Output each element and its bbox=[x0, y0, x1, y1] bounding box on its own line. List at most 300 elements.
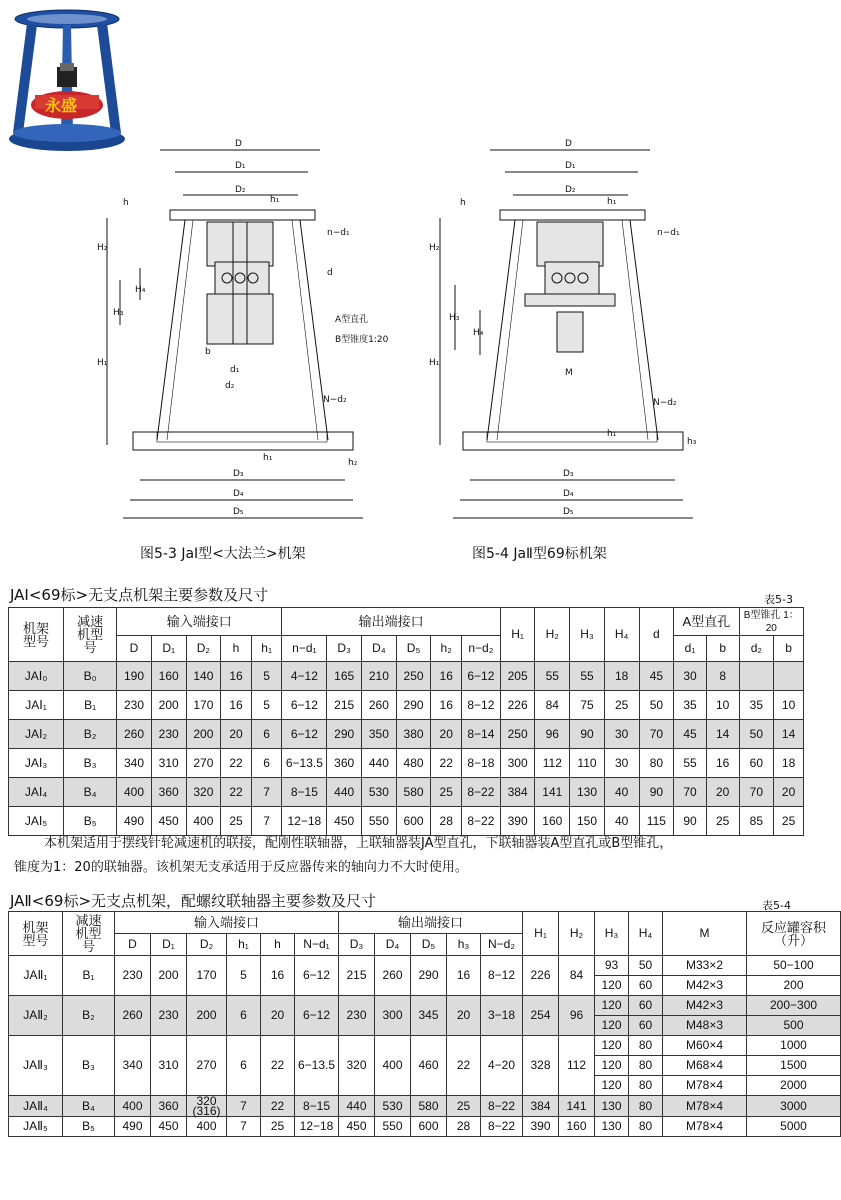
table-cell: 6 bbox=[251, 749, 282, 778]
table-cell: 25 bbox=[447, 1096, 481, 1117]
table-cell: 18 bbox=[774, 749, 804, 778]
table-cell: 40 bbox=[604, 807, 639, 836]
table-cell: 93 bbox=[595, 956, 629, 976]
table-cell: 170 bbox=[187, 956, 227, 996]
table-cell: 20 bbox=[431, 720, 462, 749]
table-cell: 7 bbox=[227, 1117, 261, 1137]
table-cell: 165 bbox=[327, 662, 362, 691]
table-cell: 20 bbox=[706, 778, 739, 807]
watermark: 永盛 bbox=[45, 96, 78, 115]
table-cell: 230 bbox=[115, 956, 151, 996]
svg-text:D₂: D₂ bbox=[235, 185, 246, 195]
table-cell: 90 bbox=[674, 807, 707, 836]
table-cell: 90 bbox=[639, 778, 674, 807]
sub-header-cell: n−d₁ bbox=[282, 636, 327, 662]
table-cell: 450 bbox=[327, 807, 362, 836]
sub-header-cell: D₁ bbox=[151, 636, 186, 662]
table-cell: 112 bbox=[535, 749, 570, 778]
table-cell: B₄ bbox=[64, 778, 117, 807]
table-cell: 80 bbox=[629, 1076, 663, 1096]
table-row bbox=[9, 996, 841, 1016]
sub-header-cell: h bbox=[261, 934, 295, 956]
table-cell: 7 bbox=[251, 807, 282, 836]
svg-text:H₂: H₂ bbox=[97, 243, 108, 253]
table-cell: 7 bbox=[227, 1096, 261, 1117]
table-cell: 20 bbox=[447, 996, 481, 1036]
table-cell: 28 bbox=[431, 807, 462, 836]
svg-text:h₃: h₃ bbox=[687, 437, 697, 447]
table-cell: 25 bbox=[261, 1117, 295, 1137]
figure-caption-5-4: 图5-4 JaⅡ型69标机架 bbox=[472, 546, 607, 562]
table-row bbox=[9, 778, 804, 807]
table-cell: 200 bbox=[151, 691, 186, 720]
table-cell: 115 bbox=[639, 807, 674, 836]
sub-header-cell: D₂ bbox=[187, 934, 227, 956]
sub-header-cell: D₂ bbox=[186, 636, 221, 662]
table-cell: 8 bbox=[706, 662, 739, 691]
table-cell: 130 bbox=[595, 1096, 629, 1117]
table-cell: 160 bbox=[535, 807, 570, 836]
table-cell: 55 bbox=[570, 662, 605, 691]
table-cell: 50 bbox=[739, 720, 774, 749]
svg-text:h₁: h₁ bbox=[270, 195, 280, 205]
table-cell: 260 bbox=[117, 720, 152, 749]
table-cell: 290 bbox=[411, 956, 447, 996]
table-cell: 450 bbox=[151, 1117, 187, 1137]
frame-drawing-ja1 bbox=[95, 110, 389, 530]
sub-header-cell: h bbox=[221, 636, 252, 662]
svg-text:b: b bbox=[205, 347, 211, 357]
svg-text:M: M bbox=[565, 368, 573, 378]
sub-header-cell: h₂ bbox=[431, 636, 462, 662]
table-cell: 3000 bbox=[747, 1096, 841, 1117]
table-cell: 96 bbox=[535, 720, 570, 749]
table-cell: 10 bbox=[706, 691, 739, 720]
svg-text:D₅: D₅ bbox=[233, 507, 244, 517]
table-cell: 35 bbox=[674, 691, 707, 720]
svg-text:D₅: D₅ bbox=[563, 507, 574, 517]
table-cell: 8−14 bbox=[462, 720, 501, 749]
table-cell: 460 bbox=[411, 1036, 447, 1096]
table-cell: 22 bbox=[261, 1096, 295, 1117]
sub-header-cell: D₅ bbox=[411, 934, 447, 956]
parameter-table-5-3: 机架型号 减速机型号 输入端接口 输出端接口 H₁ H₂ H₃ H₄ d A型直孔 B型锥孔 1：20 D D₁ D₂ h h₁ n−d₁ D₃ D₄ D₅ h₂ n−d₂ d₁ b d₂ b JAⅠ₀ B₀ 190 160 140 16 5 4−12 165 210 250 16 6−12 205 55 55 18 45 30 8 JAⅠ₁ B₁ 230 200 170 16 5 6−12 215 260 290 16 8−12 226 84 75 25 50 35 10 35 10 JAⅠ₂ B₂ 260 230 200 20 6 6−12 290 350 380 20 8−14 250 96 90 30 70 45 14 50 14 JAⅠ₃ B₃ 340 310 270 22 6 6−13.5 360 440 480 22 8−18 300 112 110 30 80 55 16 60 18 JAⅠ₄ B₄ 400 360 320 22 7 8−15 440 530 580 25 8−22 384 141 130 40 90 70 20 70 20 JAⅠ₅ B₅ 490 450 400 25 7 12−18 450 550 600 28 8−22 390 160 150 40 115 90 25 85 25 bbox=[8, 607, 804, 836]
table-cell: 70 bbox=[639, 720, 674, 749]
table-cell: 6−12 bbox=[295, 956, 339, 996]
table-cell: 16 bbox=[221, 691, 252, 720]
table-cell: 300 bbox=[375, 996, 411, 1036]
table-cell: 35 bbox=[739, 691, 774, 720]
table-cell: 200 bbox=[151, 956, 187, 996]
table-row bbox=[9, 1096, 841, 1117]
table-cell: 40 bbox=[604, 778, 639, 807]
svg-text:D₂: D₂ bbox=[565, 185, 576, 195]
sub-header-cell: D₁ bbox=[151, 934, 187, 956]
table-cell: 384 bbox=[500, 778, 535, 807]
sub-header-cell: h₃ bbox=[447, 934, 481, 956]
table-cell: 1500 bbox=[747, 1056, 841, 1076]
table-cell: M60×4 bbox=[663, 1036, 747, 1056]
svg-text:D₄: D₄ bbox=[563, 489, 574, 499]
table-cell: 96 bbox=[559, 996, 595, 1036]
sub-header-cell: n−d₂ bbox=[462, 636, 501, 662]
table-cell: 600 bbox=[411, 1117, 447, 1137]
table-cell: 20 bbox=[221, 720, 252, 749]
note-line2: 锥度为1：20的联轴器。该机架无支承适用于反应器传来的轴向力不大时使用。 bbox=[14, 860, 468, 875]
svg-text:D₃: D₃ bbox=[563, 469, 574, 479]
table-cell: 45 bbox=[674, 720, 707, 749]
table-cell: 120 bbox=[595, 1036, 629, 1056]
table-cell: 140 bbox=[186, 662, 221, 691]
table-cell: 500 bbox=[747, 1016, 841, 1036]
table-cell: 400 bbox=[186, 807, 221, 836]
table-row bbox=[9, 720, 804, 749]
table-cell: 200 bbox=[747, 976, 841, 996]
table-cell: B₀ bbox=[64, 662, 117, 691]
table-cell: 360 bbox=[151, 1096, 187, 1117]
table-cell: JAⅡ₁ bbox=[9, 956, 63, 996]
table-cell: M33×2 bbox=[663, 956, 747, 976]
table-cell: 2000 bbox=[747, 1076, 841, 1096]
table-cell: 28 bbox=[447, 1117, 481, 1137]
table-cell: 390 bbox=[500, 807, 535, 836]
table-cell: JAⅡ₄ bbox=[9, 1096, 63, 1117]
svg-text:D₃: D₃ bbox=[233, 469, 244, 479]
table-cell: 130 bbox=[595, 1117, 629, 1137]
table-cell: 310 bbox=[151, 1036, 187, 1096]
svg-text:h: h bbox=[123, 198, 129, 208]
table-cell: B₂ bbox=[64, 720, 117, 749]
frame-drawing-ja2 bbox=[425, 110, 715, 530]
table-cell: 210 bbox=[362, 662, 397, 691]
table-cell: 530 bbox=[375, 1096, 411, 1117]
table-cell: 141 bbox=[559, 1096, 595, 1117]
table-cell: M42×3 bbox=[663, 976, 747, 996]
table-cell: 110 bbox=[570, 749, 605, 778]
table-cell: 260 bbox=[115, 996, 151, 1036]
table-cell: 130 bbox=[570, 778, 605, 807]
table-cell: B₅ bbox=[64, 807, 117, 836]
table-cell: 384 bbox=[523, 1096, 559, 1117]
table-cell: 14 bbox=[706, 720, 739, 749]
svg-text:D₁: D₁ bbox=[565, 161, 576, 171]
sub-header-cell: D₄ bbox=[362, 636, 397, 662]
table-cell: M78×4 bbox=[663, 1096, 747, 1117]
table-cell: JAⅠ₃ bbox=[9, 749, 64, 778]
table-cell: 6 bbox=[227, 1036, 261, 1096]
table-cell: JAⅠ₂ bbox=[9, 720, 64, 749]
table-cell: 400 bbox=[115, 1096, 151, 1117]
table-cell: 200 bbox=[187, 996, 227, 1036]
table-cell: 120 bbox=[595, 1076, 629, 1096]
svg-text:D₄: D₄ bbox=[233, 489, 244, 499]
table1-number: 表5-3 bbox=[764, 593, 793, 606]
col-input: 输入端接口 bbox=[117, 608, 282, 636]
table-cell bbox=[774, 662, 804, 691]
table-cell: 440 bbox=[339, 1096, 375, 1117]
svg-text:H₃: H₃ bbox=[113, 308, 124, 318]
table-cell: 80 bbox=[629, 1056, 663, 1076]
table-cell bbox=[187, 1096, 227, 1117]
table-cell: 22 bbox=[261, 1036, 295, 1096]
table-cell: 22 bbox=[221, 749, 252, 778]
sub-header-cell: D bbox=[115, 934, 151, 956]
svg-text:H₄: H₄ bbox=[473, 328, 484, 338]
svg-text:h₁: h₁ bbox=[607, 429, 617, 439]
svg-text:H₃: H₃ bbox=[449, 313, 460, 323]
sub-header-cell: N−d₂ bbox=[481, 934, 523, 956]
sub-header-cell: h₁ bbox=[251, 636, 282, 662]
table-cell: B₂ bbox=[63, 996, 115, 1036]
table-cell: JAⅠ₄ bbox=[9, 778, 64, 807]
table-cell: 6−13.5 bbox=[282, 749, 327, 778]
table-cell: 170 bbox=[186, 691, 221, 720]
table-cell: 400 bbox=[117, 778, 152, 807]
table-cell: 226 bbox=[500, 691, 535, 720]
table-cell: 30 bbox=[604, 749, 639, 778]
svg-text:H₁: H₁ bbox=[97, 358, 108, 368]
table-cell: 480 bbox=[396, 749, 431, 778]
table-cell: 4−20 bbox=[481, 1036, 523, 1096]
table-cell: 380 bbox=[396, 720, 431, 749]
table-cell: 50−100 bbox=[747, 956, 841, 976]
table-cell: 5 bbox=[251, 662, 282, 691]
table-cell: 90 bbox=[570, 720, 605, 749]
table-cell: 160 bbox=[151, 662, 186, 691]
svg-text:D₁: D₁ bbox=[235, 161, 246, 171]
svg-text:d₂: d₂ bbox=[225, 381, 235, 391]
svg-text:h: h bbox=[460, 198, 466, 208]
table-cell: 8−22 bbox=[481, 1117, 523, 1137]
table-cell: 205 bbox=[500, 662, 535, 691]
table-cell: 340 bbox=[115, 1036, 151, 1096]
table-cell: 84 bbox=[535, 691, 570, 720]
table-cell: 60 bbox=[629, 1016, 663, 1036]
table-cell: B₃ bbox=[63, 1036, 115, 1096]
svg-text:B型锥度1:20: B型锥度1:20 bbox=[335, 335, 389, 345]
table-cell: 270 bbox=[187, 1036, 227, 1096]
table-cell: 310 bbox=[151, 749, 186, 778]
table-cell: B₁ bbox=[64, 691, 117, 720]
table-cell: 8−12 bbox=[481, 956, 523, 996]
table-cell: JAⅠ₀ bbox=[9, 662, 64, 691]
table-cell: 340 bbox=[117, 749, 152, 778]
table-cell: 55 bbox=[535, 662, 570, 691]
table-cell: 70 bbox=[674, 778, 707, 807]
table-cell: 450 bbox=[151, 807, 186, 836]
table-cell: 16 bbox=[447, 956, 481, 996]
table-cell: 270 bbox=[186, 749, 221, 778]
note-line1: 本机架适用于摆线针轮减速机的联接，配刚性联轴器，上联轴器装JA型直孔，下联轴器装A型直孔或B型锥孔， bbox=[44, 836, 673, 851]
table-cell: 490 bbox=[117, 807, 152, 836]
table-cell: 5 bbox=[251, 691, 282, 720]
sub-header-cell: D₃ bbox=[339, 934, 375, 956]
table-cell: 20 bbox=[261, 996, 295, 1036]
table-cell: 6 bbox=[251, 720, 282, 749]
table-cell: 260 bbox=[375, 956, 411, 996]
sub-header-cell: h₁ bbox=[227, 934, 261, 956]
sub-header-cell: d₁ bbox=[674, 636, 707, 662]
table-cell: 8−18 bbox=[462, 749, 501, 778]
table-cell: 120 bbox=[595, 996, 629, 1016]
table-cell: 80 bbox=[629, 1036, 663, 1056]
table-cell: M68×4 bbox=[663, 1056, 747, 1076]
table-cell: 16 bbox=[706, 749, 739, 778]
table-row bbox=[9, 691, 804, 720]
svg-text:d: d bbox=[327, 268, 333, 278]
svg-text:N−d₂: N−d₂ bbox=[323, 395, 347, 405]
table-cell: 45 bbox=[639, 662, 674, 691]
table-cell: 530 bbox=[362, 778, 397, 807]
table-cell: 8−15 bbox=[282, 778, 327, 807]
table2-title: JAⅡ<69标>无支点机架，配螺纹联轴器主要参数及尺寸 bbox=[10, 892, 377, 910]
table-cell: 230 bbox=[151, 720, 186, 749]
table-row bbox=[9, 662, 804, 691]
table-cell: 141 bbox=[535, 778, 570, 807]
table-cell: 200−300 bbox=[747, 996, 841, 1016]
table-cell: 230 bbox=[151, 996, 187, 1036]
table-cell: 290 bbox=[327, 720, 362, 749]
sub-header-cell: N−d₁ bbox=[295, 934, 339, 956]
table-cell: 20 bbox=[774, 778, 804, 807]
col-reducer: 减速机型号 bbox=[64, 608, 117, 662]
table-cell: 10 bbox=[774, 691, 804, 720]
table-cell: 4−12 bbox=[282, 662, 327, 691]
table-cell: 230 bbox=[117, 691, 152, 720]
table-cell: 25 bbox=[706, 807, 739, 836]
table-cell: M78×4 bbox=[663, 1117, 747, 1137]
table-cell: 390 bbox=[523, 1117, 559, 1137]
table-cell: 350 bbox=[362, 720, 397, 749]
table-cell: 60 bbox=[629, 996, 663, 1016]
table-cell: 300 bbox=[500, 749, 535, 778]
table-row bbox=[9, 1036, 841, 1056]
table-cell: 75 bbox=[570, 691, 605, 720]
table-cell: 320 bbox=[339, 1036, 375, 1096]
table-cell: 320 bbox=[186, 778, 221, 807]
table-cell: 60 bbox=[629, 976, 663, 996]
table-cell: 328 bbox=[523, 1036, 559, 1096]
table-cell: 160 bbox=[559, 1117, 595, 1137]
table-cell: 12−18 bbox=[282, 807, 327, 836]
svg-text:n−d₁: n−d₁ bbox=[327, 228, 350, 238]
table-cell: 120 bbox=[595, 1016, 629, 1036]
table-cell: JAⅡ₃ bbox=[9, 1036, 63, 1096]
table-cell: 8−15 bbox=[295, 1096, 339, 1117]
table-cell: 14 bbox=[774, 720, 804, 749]
table-cell: 215 bbox=[327, 691, 362, 720]
svg-text:N−d₂: N−d₂ bbox=[653, 398, 677, 408]
svg-text:A型直孔: A型直孔 bbox=[335, 315, 369, 325]
cell-value: 320 bbox=[196, 1094, 217, 1108]
table-cell: 550 bbox=[362, 807, 397, 836]
table-cell: 1000 bbox=[747, 1036, 841, 1056]
table-cell: 440 bbox=[327, 778, 362, 807]
table-cell: JAⅡ₅ bbox=[9, 1117, 63, 1137]
table-cell: 5 bbox=[227, 956, 261, 996]
table-row bbox=[9, 1117, 841, 1137]
table-cell: 5000 bbox=[747, 1117, 841, 1137]
table1-title: JAⅠ<69标>无支点机架主要参数及尺寸 bbox=[10, 586, 269, 604]
table-cell: 260 bbox=[362, 691, 397, 720]
table-cell: 120 bbox=[595, 976, 629, 996]
table-cell: 112 bbox=[559, 1036, 595, 1096]
table-cell: 250 bbox=[396, 662, 431, 691]
svg-text:h₁: h₁ bbox=[607, 197, 617, 207]
table-cell: 6−12 bbox=[462, 662, 501, 691]
table-cell: 360 bbox=[151, 778, 186, 807]
table-cell: 550 bbox=[375, 1117, 411, 1137]
table-cell: JAⅡ₂ bbox=[9, 996, 63, 1036]
table-cell: 7 bbox=[251, 778, 282, 807]
svg-text:H₁: H₁ bbox=[429, 358, 440, 368]
table2-number: 表5-4 bbox=[762, 899, 791, 912]
sub-header-cell: b bbox=[774, 636, 804, 662]
table-cell: 6 bbox=[227, 996, 261, 1036]
table-cell: 6−13.5 bbox=[295, 1036, 339, 1096]
table-cell: 84 bbox=[559, 956, 595, 996]
table-cell: 440 bbox=[362, 749, 397, 778]
svg-text:d₁: d₁ bbox=[230, 365, 240, 375]
table-cell: 8−22 bbox=[462, 807, 501, 836]
table-cell: 85 bbox=[739, 807, 774, 836]
svg-text:H₂: H₂ bbox=[429, 243, 440, 253]
table-cell: B₃ bbox=[64, 749, 117, 778]
table-cell: 6−12 bbox=[282, 691, 327, 720]
table-cell: 70 bbox=[739, 778, 774, 807]
table-cell: 3−18 bbox=[481, 996, 523, 1036]
table-cell: 8−12 bbox=[462, 691, 501, 720]
sub-header-cell: b bbox=[706, 636, 739, 662]
table-cell: 290 bbox=[396, 691, 431, 720]
table-cell: 600 bbox=[396, 807, 431, 836]
table-cell: 18 bbox=[604, 662, 639, 691]
table-cell: 55 bbox=[674, 749, 707, 778]
table-cell: 215 bbox=[339, 956, 375, 996]
table-cell: 50 bbox=[629, 956, 663, 976]
table-row bbox=[9, 749, 804, 778]
table-cell: 80 bbox=[639, 749, 674, 778]
svg-text:n−d₁: n−d₁ bbox=[657, 228, 680, 238]
table-cell: M42×3 bbox=[663, 996, 747, 1016]
table-cell: 200 bbox=[186, 720, 221, 749]
table-cell: 25 bbox=[774, 807, 804, 836]
table-cell: 12−18 bbox=[295, 1117, 339, 1137]
table-cell: 190 bbox=[117, 662, 152, 691]
table-cell: 360 bbox=[327, 749, 362, 778]
table-cell: 30 bbox=[674, 662, 707, 691]
sub-header-cell: D₅ bbox=[396, 636, 431, 662]
table-cell bbox=[739, 662, 774, 691]
svg-text:D: D bbox=[565, 139, 572, 149]
table-cell: 150 bbox=[570, 807, 605, 836]
table-cell: 16 bbox=[261, 956, 295, 996]
table-cell: 580 bbox=[411, 1096, 447, 1117]
table-cell: 250 bbox=[500, 720, 535, 749]
table-cell: 22 bbox=[221, 778, 252, 807]
table-cell: 80 bbox=[629, 1117, 663, 1137]
table-cell: JAⅠ₅ bbox=[9, 807, 64, 836]
table-cell: 6−12 bbox=[295, 996, 339, 1036]
table-cell: JAⅠ₁ bbox=[9, 691, 64, 720]
table-cell: 25 bbox=[221, 807, 252, 836]
table-cell: 16 bbox=[221, 662, 252, 691]
table-cell: 6−12 bbox=[282, 720, 327, 749]
parameter-table-5-4: 机架型号 减速机型号 输入端接口 输出端接口 H₁ H₂ H₃ H₄ M 反应罐容积（升） D D₁ D₂ h₁ h N−d₁ D₃ D₄ D₅ h₃ N−d₂ JAⅡ₁ B₁ 230 200 170 5 16 6−12 215 260 290 16 8−12 226 84 93 50 M33×2 50−100 120 60 M42×3 200 JAⅡ₂ B₂ 260 230 200 6 20 6−12 230 300 345 20 3−18 254 96 120 60 M42×3 200−300 120 60 M48×3 500 JAⅡ₃ B₃ 340 310 270 6 22 6−13.5 320 400 460 22 4−20 328 112 120 80 M60×4 1000 120 80 M68×4 1500 120 80 M78×4 2000 JAⅡ₄ B₄ 400 360 320 (316) 7 22 8−15 440 530 580 25 8−22 384 141 130 80 M78×4 3000 JAⅡ₅ B₅ 490 450 400 7 25 12−18 450 550 600 28 8−22 390 160 130 80 M78×4 5000 bbox=[8, 911, 841, 1137]
svg-text:D: D bbox=[235, 139, 242, 149]
table-cell: M48×3 bbox=[663, 1016, 747, 1036]
table-cell: 450 bbox=[339, 1117, 375, 1137]
